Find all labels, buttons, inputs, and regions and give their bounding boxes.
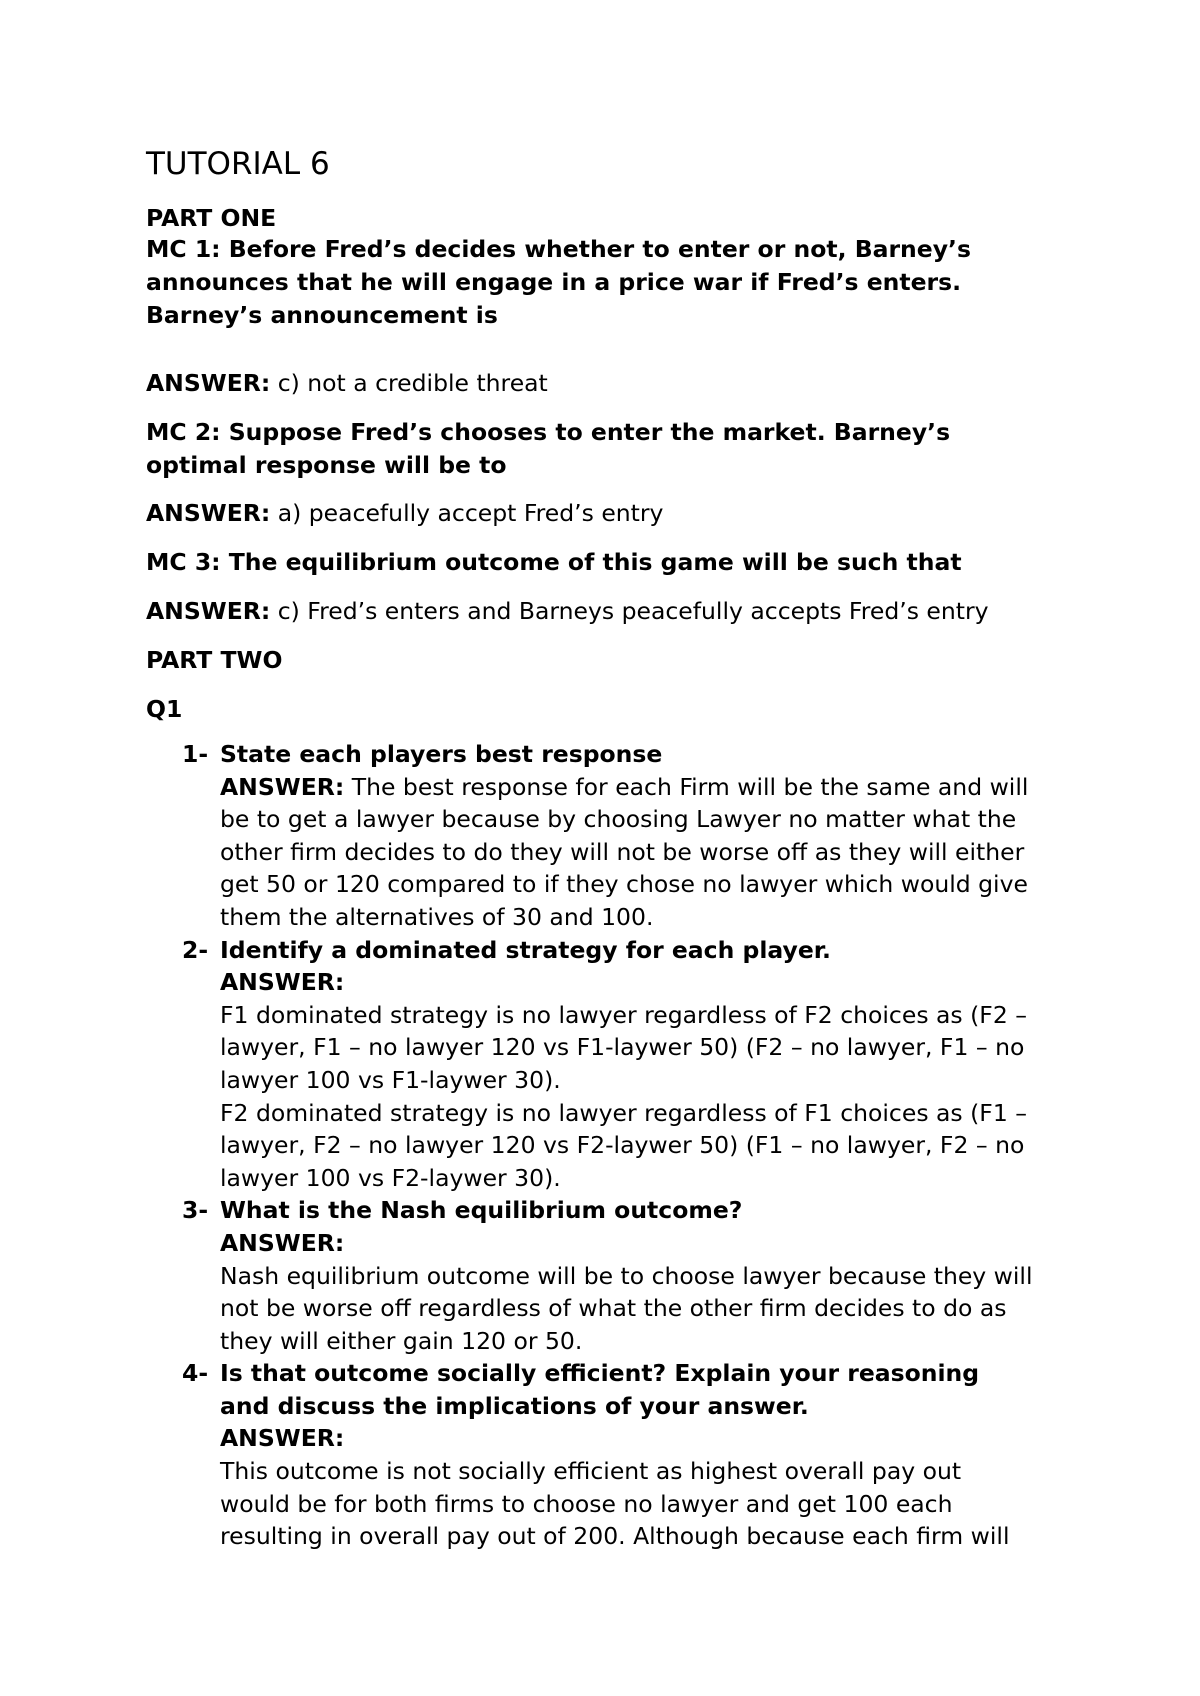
item-answer-line: F1 dominated strategy is no lawyer regardless of F2 choices as (F2 – bbox=[220, 1000, 1027, 1029]
item-answer-line: would be for both firms to choose no lawyer and get 100 each bbox=[220, 1489, 953, 1518]
mc2-question-line: MC 2: Suppose Fred’s chooses to enter the market. Barney’s bbox=[146, 418, 951, 446]
item-answer-line bbox=[220, 771, 1102, 804]
item-number: 1- bbox=[182, 740, 209, 768]
item-question: State each players best response bbox=[220, 740, 663, 768]
q1-label: Q1 bbox=[146, 695, 183, 723]
list-item bbox=[182, 1357, 1102, 1553]
page-title: TUTORIAL 6 bbox=[146, 146, 330, 182]
item-answer-line: other firm decides to do they will not be worse off as they will either bbox=[220, 837, 1025, 866]
item-answer-line: lawyer 100 vs F1-laywer 30). bbox=[220, 1065, 561, 1094]
answer-label: ANSWER: bbox=[220, 1228, 345, 1257]
answer-label: ANSWER: bbox=[146, 499, 271, 527]
mc1-question-line: MC 1: Before Fred’s decides whether to enter or not, Barney’s bbox=[146, 235, 971, 263]
mc2-question bbox=[146, 416, 950, 482]
answer-text: c) not a credible threat bbox=[270, 369, 548, 397]
item-question: Identify a dominated strategy for each player. bbox=[220, 935, 831, 964]
item-answer-line: lawyer, F2 – no lawyer 120 vs F2-laywer 50) (F1 – no lawyer, F2 – no bbox=[220, 1131, 1025, 1160]
answer-label: ANSWER: bbox=[220, 772, 345, 801]
mc1-answer bbox=[146, 367, 548, 400]
answer-label: ANSWER: bbox=[220, 1424, 345, 1453]
answer-text: c) Fred’s enters and Barneys peacefully accepts Fred’s entry bbox=[270, 597, 989, 625]
item-answer-line: This outcome is not socially efficient as highest overall pay out bbox=[220, 1457, 962, 1486]
answer-label: ANSWER: bbox=[146, 369, 271, 397]
part-one-heading: PART ONE bbox=[146, 204, 277, 232]
item-answer-line: them the alternatives of 30 and 100. bbox=[220, 902, 654, 931]
list-item bbox=[182, 1194, 1102, 1357]
item-answer-line: not be worse off regardless of what the other firm decides to do as bbox=[220, 1294, 1007, 1323]
item-answer-line: resulting in overall pay out of 200. Although because each firm will bbox=[220, 1522, 1010, 1551]
mc2-answer bbox=[146, 497, 663, 530]
mc1-question-line: announces that he will engage in a price war if Fred’s enters. bbox=[146, 268, 962, 296]
item-number: 3- bbox=[182, 1196, 209, 1225]
item-question: What is the Nash equilibrium outcome? bbox=[220, 1196, 743, 1225]
mc3-answer bbox=[146, 595, 989, 628]
part-two-heading: PART TWO bbox=[146, 646, 283, 674]
item-answer-line: Nash equilibrium outcome will be to choose lawyer because they will bbox=[220, 1261, 1033, 1290]
item-answer-line: they will either gain 120 or 50. bbox=[220, 1326, 583, 1355]
item-answer-line: F2 dominated strategy is no lawyer regardless of F1 choices as (F1 – bbox=[220, 1098, 1027, 1127]
answer-text: The best response for each Firm will be the same and will bbox=[344, 772, 1029, 801]
q1-question-list bbox=[182, 738, 1102, 1553]
mc3-question-line: MC 3: The equilibrium outcome of this game will be such that bbox=[146, 548, 962, 576]
item-question: and discuss the implications of your answer. bbox=[220, 1391, 809, 1420]
answer-text: a) peacefully accept Fred’s entry bbox=[270, 499, 664, 527]
item-answer-line: get 50 or 120 compared to if they chose no lawyer which would give bbox=[220, 870, 1028, 899]
list-item bbox=[182, 934, 1102, 1195]
item-question: Is that outcome socially efficient? Explain your reasoning bbox=[220, 1359, 980, 1388]
item-number: 4- bbox=[182, 1359, 209, 1388]
answer-label: ANSWER: bbox=[146, 597, 271, 625]
item-answer-line: lawyer 100 vs F2-laywer 30). bbox=[220, 1163, 561, 1192]
item-number: 2- bbox=[182, 935, 209, 964]
mc1-question-line: Barney’s announcement is bbox=[146, 301, 498, 329]
list-item bbox=[182, 738, 1102, 934]
answer-label: ANSWER: bbox=[220, 968, 345, 997]
item-answer-line: lawyer, F1 – no lawyer 120 vs F1-laywer 50) (F2 – no lawyer, F1 – no bbox=[220, 1033, 1025, 1062]
mc2-question-line: optimal response will be to bbox=[146, 451, 507, 479]
item-answer-line: be to get a lawyer because by choosing Lawyer no matter what the bbox=[220, 805, 1017, 834]
mc1-question bbox=[146, 233, 971, 332]
mc3-question bbox=[146, 546, 962, 579]
